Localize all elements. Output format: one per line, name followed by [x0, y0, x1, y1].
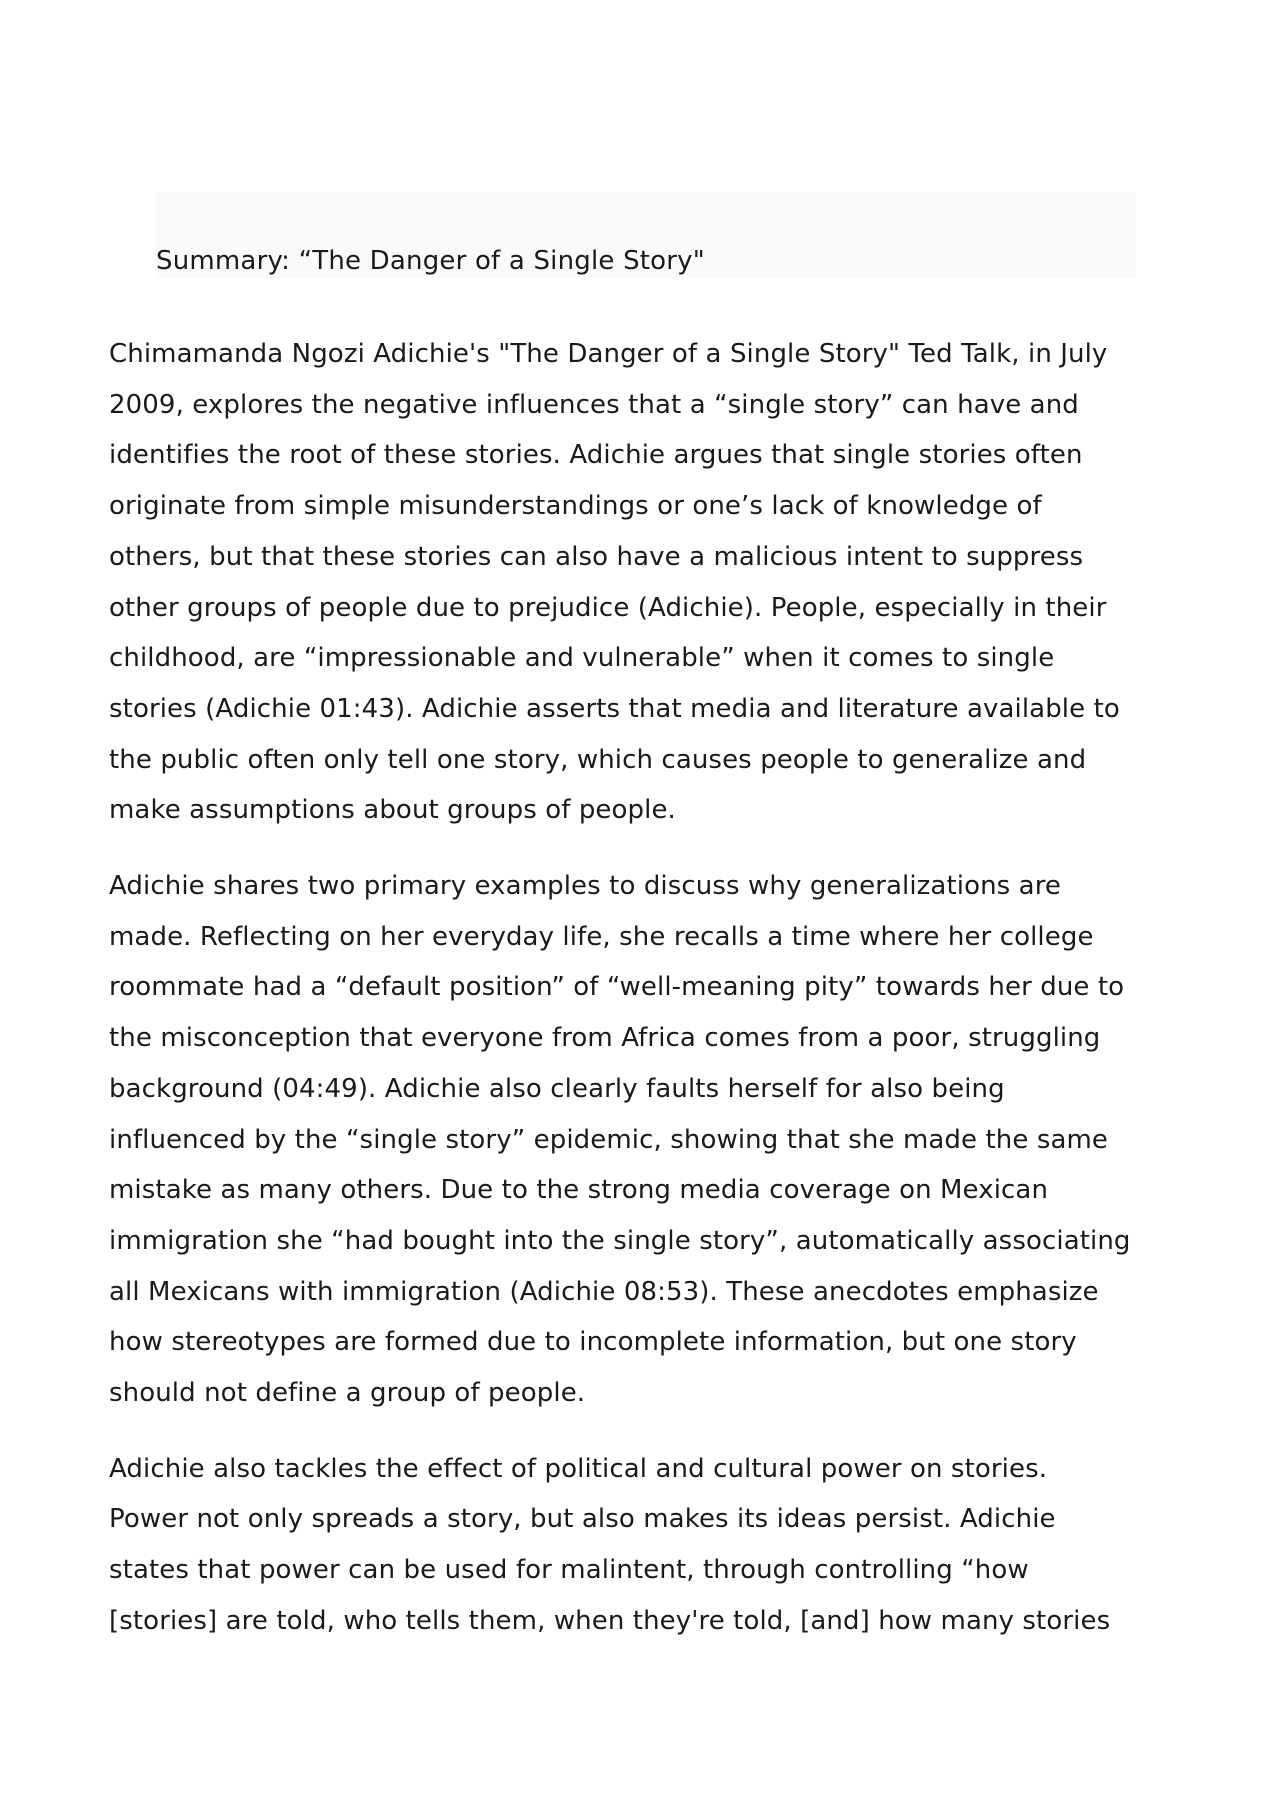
text-line: the misconception that everyone from Africa comes from a poor, struggling — [109, 1023, 1101, 1054]
text-line: all Mexicans with immigration (Adichie 08:53). These anecdotes emphasize — [109, 1276, 1099, 1307]
text-line: Power not only spreads a story, but also makes its ideas persist. Adichie — [109, 1504, 1056, 1535]
text-line: Adichie also tackles the effect of political and cultural power on stories. — [109, 1453, 1048, 1484]
text-line: influenced by the “single story” epidemic, showing that she made the same — [109, 1124, 1109, 1155]
text-line: made. Reflecting on her everyday life, she recalls a time where her college — [109, 921, 1094, 952]
document-title: Summary: “The Danger of a Single Story" — [156, 246, 705, 276]
paragraph — [109, 1444, 1169, 1647]
text-line: stories (Adichie 01:43). Adichie asserts that media and literature available to — [109, 693, 1120, 724]
text-line: background (04:49). Adichie also clearly faults herself for also being — [109, 1073, 1005, 1104]
text-line: mistake as many others. Due to the strong media coverage on Mexican — [109, 1175, 1049, 1206]
paragraph — [109, 329, 1169, 836]
text-line: how stereotypes are formed due to incomplete information, but one story — [109, 1327, 1077, 1358]
text-line: others, but that these stories can also have a malicious intent to suppress — [109, 541, 1084, 572]
text-line: Chimamanda Ngozi Adichie's "The Danger of a Single Story" Ted Talk, in July — [109, 339, 1108, 369]
text-line: originate from simple misunderstandings or one’s lack of knowledge of — [109, 491, 1042, 522]
text-line: childhood, are “impressionable and vulnerable” when it comes to single — [109, 643, 1055, 674]
text-line: roommate had a “default position” of “well-meaning pity” towards her due to — [109, 972, 1125, 1003]
text-line: [stories] are told, who tells them, when they're told, [and] how many stories — [109, 1605, 1111, 1636]
text-line: make assumptions about groups of people. — [109, 795, 676, 826]
text-line: states that power can be used for malintent, through controlling “how — [109, 1555, 1029, 1586]
text-line: the public often only tell one story, which causes people to generalize and — [109, 744, 1087, 775]
text-line: should not define a group of people. — [109, 1378, 586, 1409]
text-line: Adichie shares two primary examples to discuss why generalizations are — [109, 871, 1062, 902]
text-line: immigration she “had bought into the single story”, automatically associating — [109, 1225, 1131, 1256]
text-line: 2009, explores the negative influences that a “single story” can have and — [109, 389, 1079, 420]
document-body — [109, 329, 1169, 1672]
paragraph — [109, 861, 1169, 1419]
text-line: identifies the root of these stories. Adichie argues that single stories often — [109, 440, 1083, 471]
text-line: other groups of people due to prejudice (Adichie). People, especially in their — [109, 592, 1107, 623]
